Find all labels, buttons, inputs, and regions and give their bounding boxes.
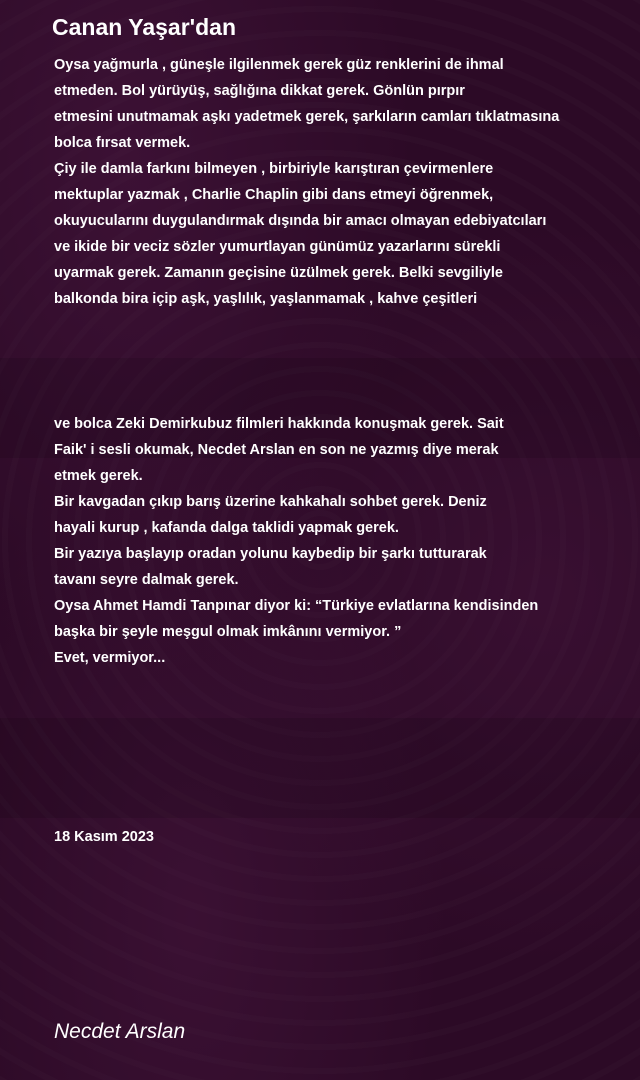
poem-line: ve bolca Zeki Demirkubuz filmleri hakkında konuşmak gerek. Sait bbox=[54, 416, 504, 432]
poem-author: Necdet Arslan bbox=[54, 1020, 186, 1043]
poem-line: uyarmak gerek. Zamanın geçisine üzülmek gerek. Belki sevgiliyle bbox=[54, 265, 503, 281]
poem-line: Çiy ile damla farkını bilmeyen , birbiriyle karıştıran çevirmenlere bbox=[54, 161, 494, 177]
poem-line: okuyucularını duygulandırmak dışında bir amacı olmayan edebiyatcıları bbox=[54, 213, 547, 229]
poem-line: balkonda bira içip aşk, yaşlılık, yaşlanmamak , kahve çeşitleri bbox=[54, 291, 478, 307]
poem-line: Bir yazıya başlayıp oradan yolunu kaybedip bir şarkı tutturarak bbox=[54, 546, 487, 562]
poem-line: hayali kurup , kafanda dalga taklidi yapmak gerek. bbox=[54, 520, 399, 536]
poem-stanza-2 bbox=[54, 411, 538, 671]
poem-line: Evet, vermiyor... bbox=[54, 650, 166, 666]
poem-stanza-1 bbox=[54, 52, 559, 312]
poem-line: Faik' i sesli okumak, Necdet Arslan en son ne yazmış diye merak bbox=[54, 442, 499, 458]
poem-title: Canan Yaşar'dan bbox=[52, 14, 237, 40]
poem-line: etmek gerek. bbox=[54, 468, 143, 484]
poem-line: ve ikide bir veciz sözler yumurtlayan günümüz yazarlarını sürekli bbox=[54, 239, 501, 255]
poem-date: 18 Kasım 2023 bbox=[54, 829, 154, 845]
poem-line: etmeden. Bol yürüyüş, sağlığına dikkat gerek. Gönlün pırpır bbox=[54, 83, 465, 99]
poem-line: başka bir şeyle meşgul olmak imkânını vermiyor. ” bbox=[54, 624, 402, 640]
poem-line: mektuplar yazmak , Charlie Chaplin gibi dans etmeyi öğrenmek, bbox=[54, 187, 494, 203]
poem-line: Bir kavgadan çıkıp barış üzerine kahkahalı sohbet gerek. Deniz bbox=[54, 494, 487, 510]
poem-line: etmesini unutmamak aşkı yadetmek gerek, şarkıların camları tıklatmasına bbox=[54, 109, 560, 125]
poem-line: tavanı seyre dalmak gerek. bbox=[54, 572, 239, 588]
poem-line: Oysa Ahmet Hamdi Tanpınar diyor ki: “Türkiye evlatlarına kendisinden bbox=[54, 598, 539, 614]
poem-line: Oysa yağmurla , güneşle ilgilenmek gerek güz renklerini de ihmal bbox=[54, 57, 504, 73]
poem-line: bolca fırsat vermek. bbox=[54, 135, 191, 151]
decorative-band bbox=[0, 718, 640, 818]
